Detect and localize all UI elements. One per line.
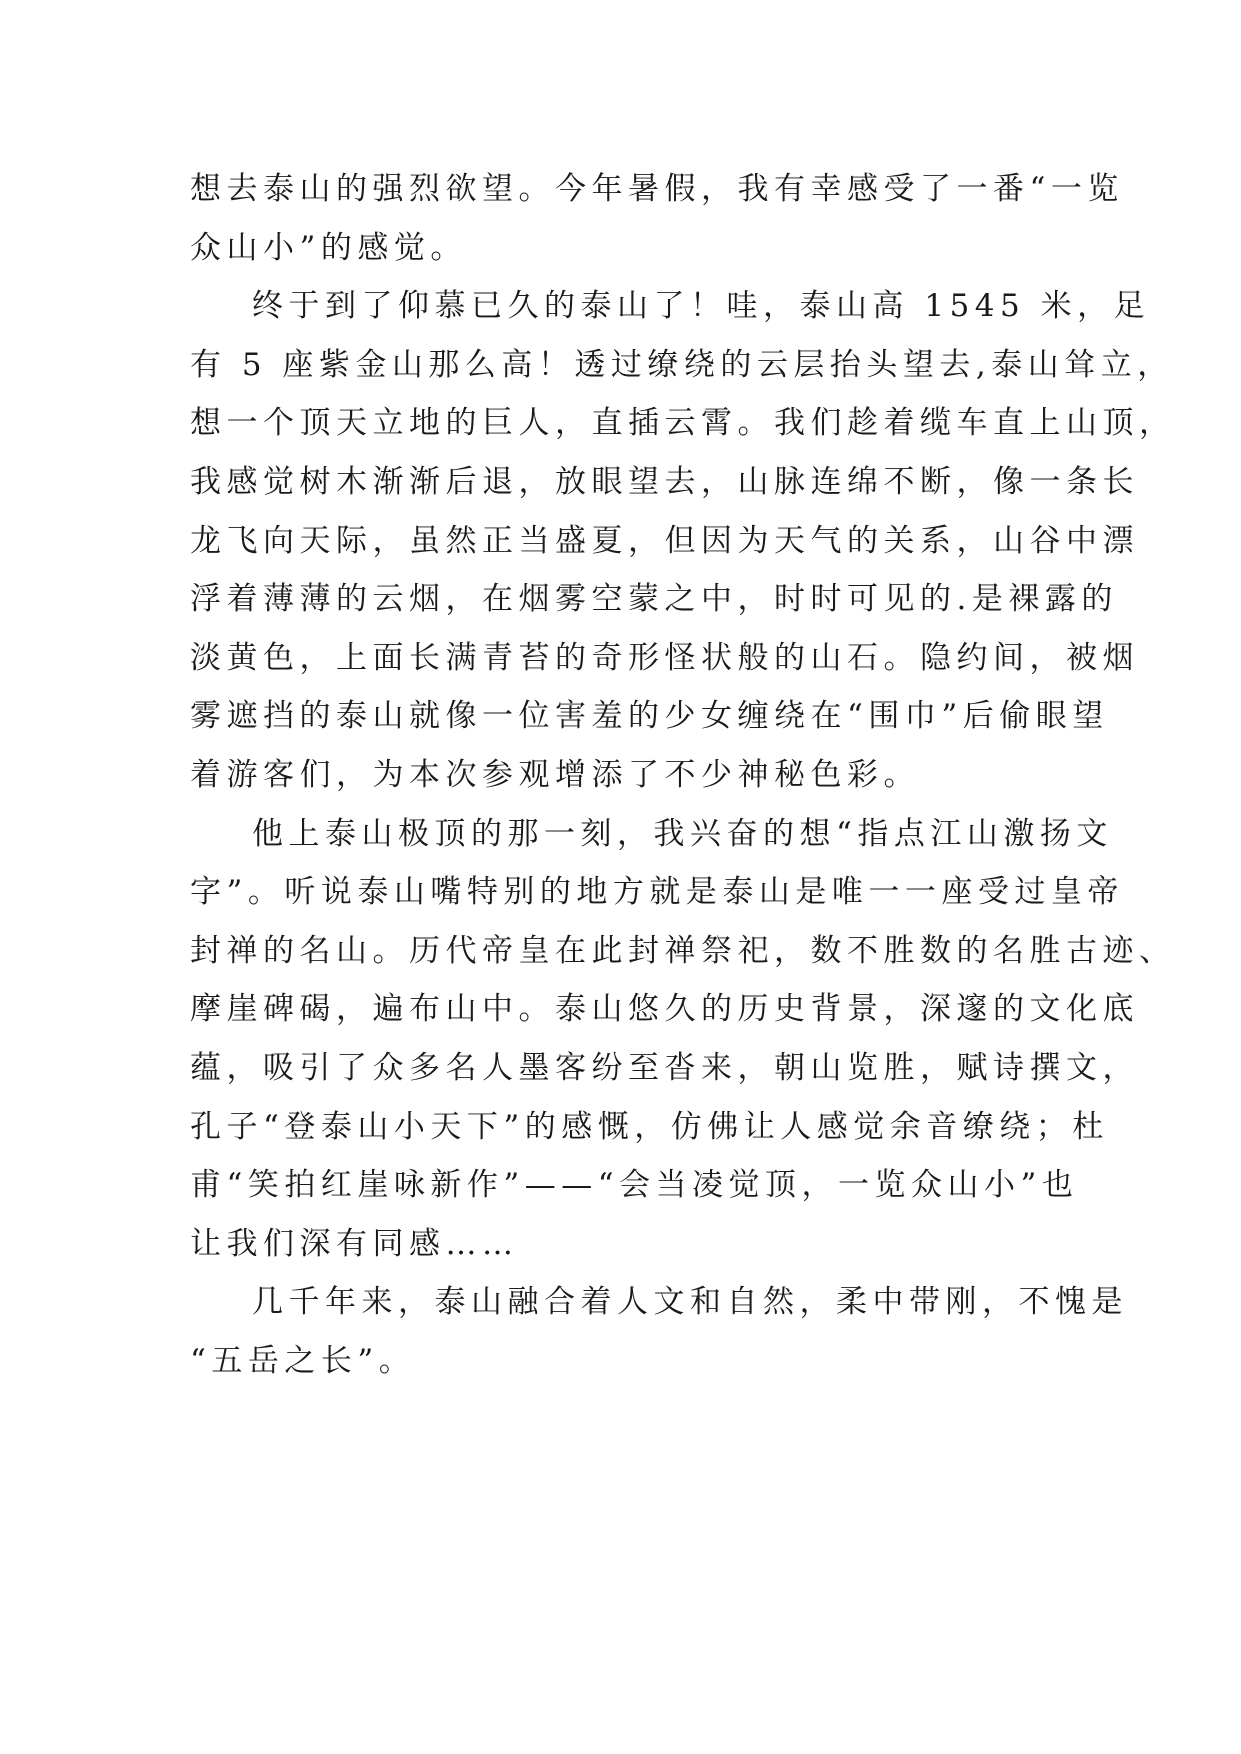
- paragraph-3-line-5: 蕴，吸引了众多名人墨客纷至沓来，朝山览胜，赋诗撰文，: [190, 1049, 1139, 1086]
- paragraph-3-line-6: 孔子“登泰山小天下”的感慨，仿佛让人感觉余音缭绕；杜: [190, 1108, 1109, 1145]
- paragraph-3-line-1: 他上泰山极顶的那一刻，我兴奋的想“指点江山激扬文: [252, 815, 1113, 852]
- paragraph-3-line-7: 甫“笑拍红崖咏新作”——“会当凌觉顶，一览众山小”也: [190, 1167, 1079, 1204]
- paragraph-2-line-6: 浮着薄薄的云烟，在烟雾空蒙之中，时时可见的.是裸露的: [190, 581, 1118, 618]
- paragraph-2-line-5: 龙飞向天际，虽然正当盛夏，但因为天气的关系，山谷中漂: [190, 522, 1139, 559]
- paragraph-2-line-3: 想一个顶天立地的巨人，直插云霄。我们趁着缆车直上山顶，: [190, 405, 1176, 442]
- paragraph-2-line-9: 着游客们，为本次参观增添了不少神秘色彩。: [190, 756, 920, 793]
- paragraph-1-line-1: 想去泰山的强烈欲望。今年暑假，我有幸感受了一番“一览: [190, 171, 1124, 207]
- paragraph-2-line-8: 雾遮挡的泰山就像一位害羞的少女缠绕在“围巾”后偷眼望: [190, 698, 1109, 735]
- paragraph-3-line-3: 封禅的名山。历代帝皇在此封禅祭祀，数不胜数的名胜古迹、: [190, 932, 1176, 969]
- paragraph-2-line-2: 有 5 座紫金山那么高！透过缭绕的云层抬头望去,泰山耸立，: [190, 346, 1174, 383]
- paragraph-4-line-2: “五岳之长”。: [190, 1342, 416, 1379]
- paragraph-3-line-8: 让我们深有同感……: [190, 1225, 519, 1262]
- paragraph-4: [190, 1273, 1128, 1390]
- paragraph-3-line-4: 摩崖碑碣，遍布山中。泰山悠久的历史背景，深邃的文化底: [190, 991, 1139, 1028]
- paragraph-1: [190, 160, 1124, 277]
- essay-body: [190, 160, 1176, 1390]
- paragraph-1-line-2: 众山小”的感觉。: [190, 229, 467, 266]
- paragraph-2-line-4: 我感觉树木渐渐后退，放眼望去，山脉连绵不断，像一条长: [190, 463, 1139, 500]
- paragraph-3: [190, 805, 1176, 1274]
- paragraph-4-line-1: 几千年来，泰山融合着人文和自然，柔中带刚，不愧是: [252, 1284, 1128, 1321]
- paragraph-2-line-1: 终于到了仰慕已久的泰山了！哇，泰山高 1545 米，足: [252, 288, 1151, 325]
- paragraph-2-line-7: 淡黄色，上面长满青苔的奇形怪状般的山石。隐约间，被烟: [190, 639, 1139, 676]
- paragraph-3-line-2: 字”。听说泰山嘴特别的地方就是泰山是唯一一座受过皇帝: [190, 874, 1124, 911]
- paragraph-2: [190, 277, 1176, 804]
